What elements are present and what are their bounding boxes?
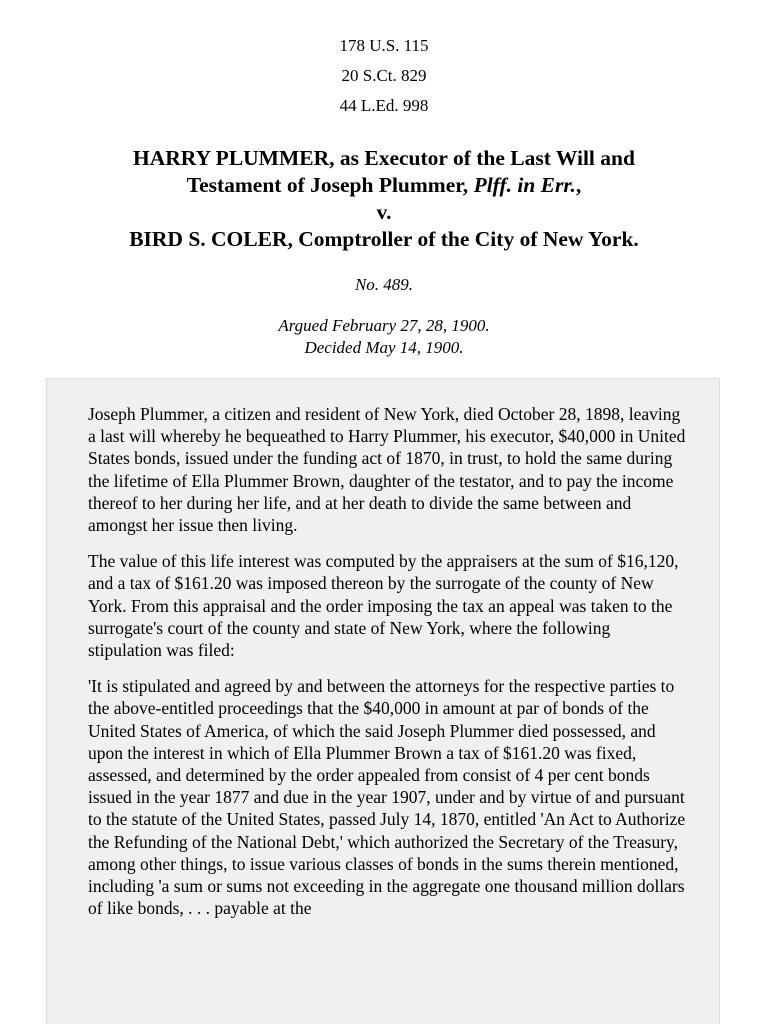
decided-date: Decided May 14, 1900. [304,338,464,357]
opinion-text-box [46,378,720,1024]
citation-us-reports: 178 U.S. 115 [339,36,429,55]
docket-number: No. 489. [354,275,414,294]
case-dates [0,315,768,359]
opinion-paragraph: 'It is stipulated and agreed by and between the attorneys for the respective parties to the above-entitled proceedings that the $40,000 in amount at par of bonds of the United States of America, of which the said Joseph Plummer died possessed, and upon the interest in which of Ella Plummer Brown a tax of $161.20 was fixed, assessed, and determined by the order appealed from consist of 4 per cent bonds issued in the year 1877 and due in the year 1907, under and by virtue of and pursuant to the statute of the United States, passed July 14, 1870, entitled 'An Act to Authorize the Refunding of the National Debt,' which authorized the Secretary of the Treasury, among other things, to issue various classes of bonds in the sums therein mentioned, including 'a sum or sums not exceeding in the aggregate one thousand million dollars of like bonds, . . . payable at the [88,676,686,919]
caption-line-plaintiff: HARRY PLUMMER, as Executor of the Last Will and [133,146,635,170]
caption-line-plaintiff-role-text: Testament of Joseph Plummer, [186,173,474,197]
caption-comma: , [575,173,582,197]
case-caption [0,145,768,253]
caption-line-defendant: BIRD S. COLER, Comptroller of the City of New York. [129,227,639,251]
citations-block [0,34,768,124]
citation-supreme-court-reporter: 20 S.Ct. 829 [341,66,427,85]
opinion-paragraph: Joseph Plummer, a citizen and resident of New York, died October 28, 1898, leaving a last will whereby he bequeathed to Harry Plummer, his executor, $40,000 in United States bonds, issued under the funding act of 1870, in trust, to hold the same during the lifetime of Ella Plummer Brown, daughter of the testator, and to pay the income thereof to her during her life, and at her death to divide the same between and amongst her issue then living. [88,404,686,536]
opinion-paragraph: The value of this life interest was computed by the appraisers at the sum of $16,120, and a tax of $161.20 was imposed thereon by the surrogate of the county of New York. From this appraisal and the order imposing the tax an appeal was taken to the surrogate's court of the county and state of New York, where the following stipulation was filed: [88,551,679,661]
opinion-body [88,403,688,933]
citation-lawyers-edition: 44 L.Ed. 998 [339,96,429,115]
caption-versus: v. [376,200,392,224]
argued-date: Argued February 27, 28, 1900. [278,316,490,335]
caption-party-designation: Plff. in Err. [473,173,576,197]
caption-line-plaintiff-role [0,172,768,199]
